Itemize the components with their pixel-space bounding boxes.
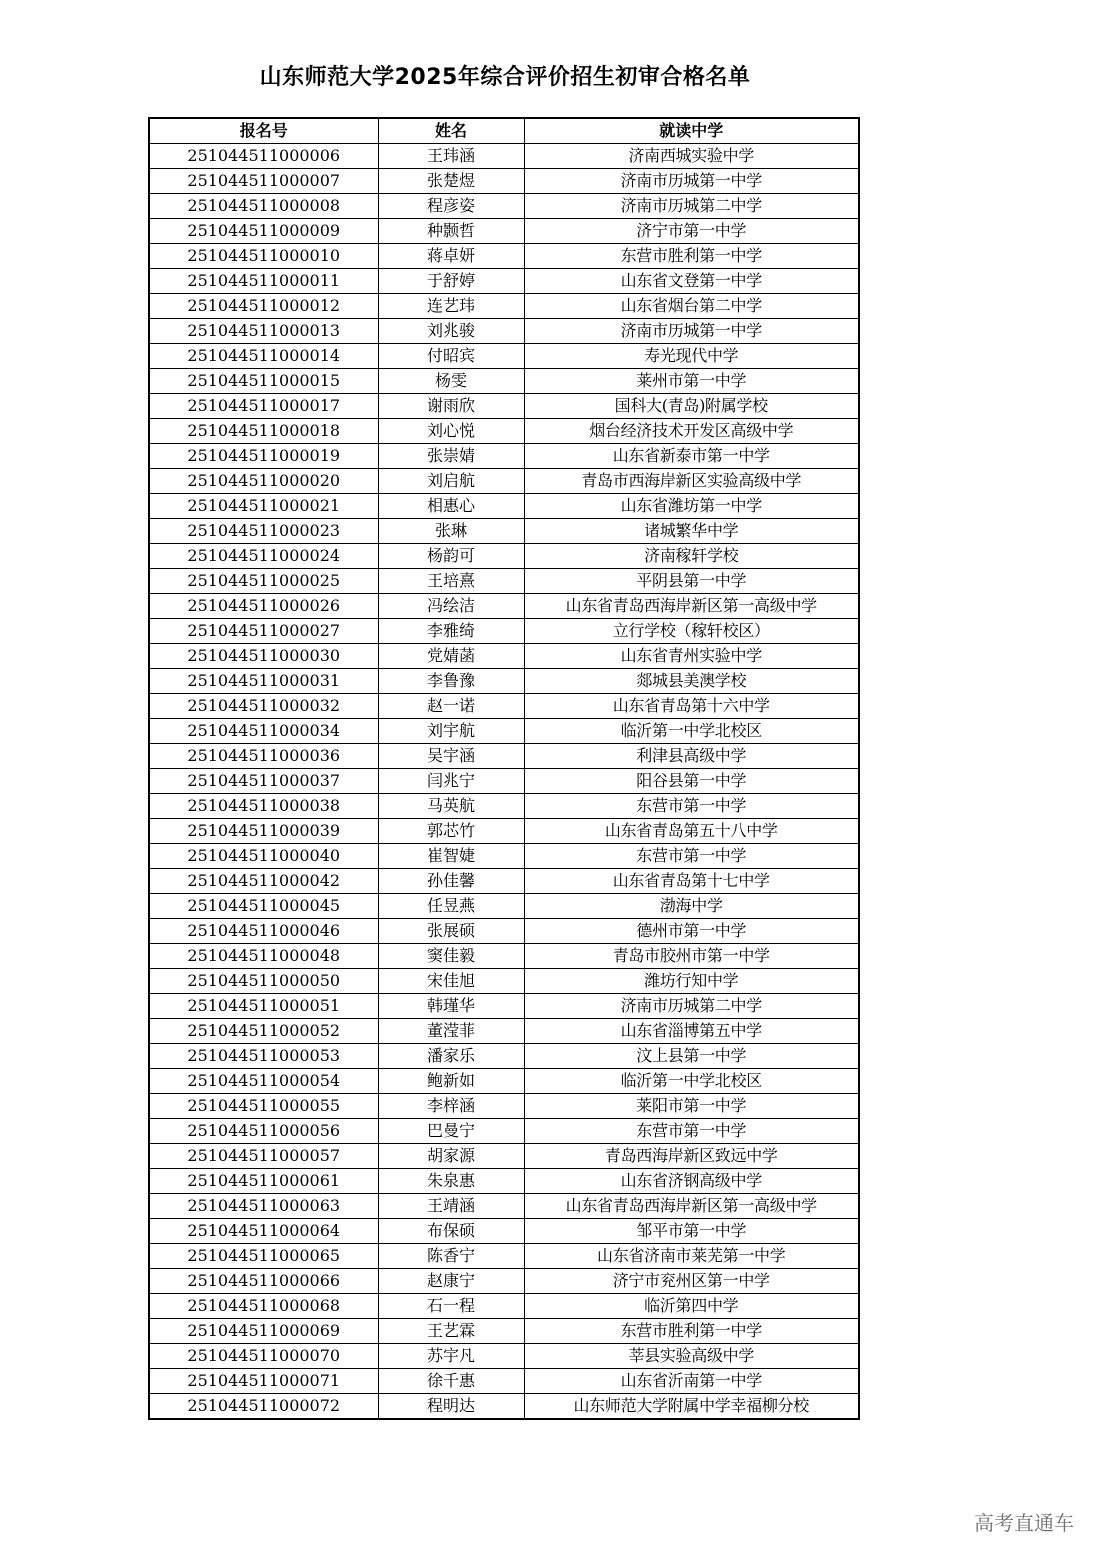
cell-high-school: 山东省青岛西海岸新区第一高级中学 [524, 594, 859, 619]
cell-registration-number: 251044511000048 [149, 944, 378, 969]
table-row [149, 744, 859, 769]
table-row [149, 919, 859, 944]
cell-student-name: 王玮涵 [378, 144, 524, 169]
cell-registration-number: 251044511000019 [149, 444, 378, 469]
cell-student-name: 相惠心 [378, 494, 524, 519]
table-header-row [149, 118, 859, 144]
cell-registration-number: 251044511000042 [149, 869, 378, 894]
table-row [149, 1194, 859, 1219]
cell-high-school: 山东师范大学附属中学幸福柳分校 [524, 1394, 859, 1420]
table-row [149, 319, 859, 344]
table-row [149, 969, 859, 994]
cell-student-name: 鲍新如 [378, 1069, 524, 1094]
table-row [149, 619, 859, 644]
cell-student-name: 胡家源 [378, 1144, 524, 1169]
table-row [149, 869, 859, 894]
table-row [149, 1369, 859, 1394]
table-row [149, 1144, 859, 1169]
cell-student-name: 宋佳旭 [378, 969, 524, 994]
cell-registration-number: 251044511000038 [149, 794, 378, 819]
cell-registration-number: 251044511000011 [149, 269, 378, 294]
cell-student-name: 刘宇航 [378, 719, 524, 744]
table-row [149, 169, 859, 194]
cell-student-name: 赵一诺 [378, 694, 524, 719]
cell-registration-number: 251044511000037 [149, 769, 378, 794]
cell-student-name: 石一程 [378, 1294, 524, 1319]
cell-student-name: 刘心悦 [378, 419, 524, 444]
cell-high-school: 临沂第一中学北校区 [524, 719, 859, 744]
cell-registration-number: 251044511000052 [149, 1019, 378, 1044]
cell-registration-number: 251044511000051 [149, 994, 378, 1019]
cell-student-name: 谢雨欣 [378, 394, 524, 419]
cell-registration-number: 251044511000056 [149, 1119, 378, 1144]
cell-registration-number: 251044511000046 [149, 919, 378, 944]
cell-registration-number: 251044511000023 [149, 519, 378, 544]
table-row [149, 1344, 859, 1369]
cell-high-school: 济宁市第一中学 [524, 219, 859, 244]
cell-high-school: 利津县高级中学 [524, 744, 859, 769]
cell-registration-number: 251044511000031 [149, 669, 378, 694]
cell-high-school: 山东省潍坊第一中学 [524, 494, 859, 519]
cell-student-name: 种颢哲 [378, 219, 524, 244]
table-row [149, 769, 859, 794]
cell-high-school: 济南市历城第一中学 [524, 319, 859, 344]
cell-high-school: 山东省淄博第五中学 [524, 1019, 859, 1044]
table-row [149, 469, 859, 494]
cell-student-name: 布保硕 [378, 1219, 524, 1244]
cell-high-school: 汶上县第一中学 [524, 1044, 859, 1069]
cell-registration-number: 251044511000057 [149, 1144, 378, 1169]
cell-student-name: 徐千惠 [378, 1369, 524, 1394]
cell-high-school: 平阴县第一中学 [524, 569, 859, 594]
cell-high-school: 临沂第一中学北校区 [524, 1069, 859, 1094]
cell-high-school: 莱州市第一中学 [524, 369, 859, 394]
table-row [149, 694, 859, 719]
cell-high-school: 山东省青岛西海岸新区第一高级中学 [524, 1194, 859, 1219]
cell-registration-number: 251044511000030 [149, 644, 378, 669]
cell-high-school: 立行学校（稼轩校区） [524, 619, 859, 644]
cell-high-school: 东营市第一中学 [524, 794, 859, 819]
cell-high-school: 山东省青州实验中学 [524, 644, 859, 669]
cell-registration-number: 251044511000040 [149, 844, 378, 869]
cell-student-name: 赵康宁 [378, 1269, 524, 1294]
admission-list-table [148, 117, 860, 1420]
cell-student-name: 任昱燕 [378, 894, 524, 919]
cell-high-school: 烟台经济技术开发区高级中学 [524, 419, 859, 444]
table-row [149, 594, 859, 619]
table-row [149, 1119, 859, 1144]
table-row [149, 844, 859, 869]
column-header-name: 姓名 [378, 118, 524, 144]
cell-student-name: 王艺霖 [378, 1319, 524, 1344]
cell-student-name: 董滢菲 [378, 1019, 524, 1044]
cell-high-school: 山东省青岛第五十八中学 [524, 819, 859, 844]
cell-registration-number: 251044511000039 [149, 819, 378, 844]
cell-student-name: 马英航 [378, 794, 524, 819]
cell-student-name: 程彦姿 [378, 194, 524, 219]
table-row [149, 1244, 859, 1269]
cell-registration-number: 251044511000024 [149, 544, 378, 569]
cell-high-school: 青岛西海岸新区致远中学 [524, 1144, 859, 1169]
cell-student-name: 巴曼宁 [378, 1119, 524, 1144]
cell-student-name: 蒋卓妍 [378, 244, 524, 269]
watermark-text: 高考直通车 [974, 1511, 1074, 1535]
cell-registration-number: 251044511000021 [149, 494, 378, 519]
cell-student-name: 李雅绮 [378, 619, 524, 644]
cell-student-name: 崔智婕 [378, 844, 524, 869]
table-row [149, 1319, 859, 1344]
cell-registration-number: 251044511000034 [149, 719, 378, 744]
cell-student-name: 连艺玮 [378, 294, 524, 319]
cell-student-name: 于舒婷 [378, 269, 524, 294]
cell-student-name: 李鲁豫 [378, 669, 524, 694]
cell-high-school: 山东省沂南第一中学 [524, 1369, 859, 1394]
cell-registration-number: 251044511000032 [149, 694, 378, 719]
cell-registration-number: 251044511000010 [149, 244, 378, 269]
table-row [149, 1219, 859, 1244]
column-header-registration-number: 报名号 [149, 118, 378, 144]
cell-student-name: 张楚煜 [378, 169, 524, 194]
cell-high-school: 郯城县美澳学校 [524, 669, 859, 694]
cell-high-school: 青岛市胶州市第一中学 [524, 944, 859, 969]
cell-high-school: 济南市历城第二中学 [524, 194, 859, 219]
cell-high-school: 济南稼轩学校 [524, 544, 859, 569]
cell-registration-number: 251044511000027 [149, 619, 378, 644]
table-row [149, 494, 859, 519]
table-row [149, 569, 859, 594]
cell-high-school: 寿光现代中学 [524, 344, 859, 369]
table-row [149, 1294, 859, 1319]
table-row [149, 294, 859, 319]
cell-student-name: 付昭宾 [378, 344, 524, 369]
cell-student-name: 郭芯竹 [378, 819, 524, 844]
table-row [149, 1394, 859, 1420]
cell-registration-number: 251044511000013 [149, 319, 378, 344]
cell-student-name: 刘兆骏 [378, 319, 524, 344]
cell-registration-number: 251044511000017 [149, 394, 378, 419]
table-row [149, 669, 859, 694]
table-row [149, 894, 859, 919]
table-row [149, 519, 859, 544]
cell-student-name: 陈香宁 [378, 1244, 524, 1269]
cell-registration-number: 251044511000008 [149, 194, 378, 219]
cell-registration-number: 251044511000014 [149, 344, 378, 369]
cell-high-school: 济宁市兖州区第一中学 [524, 1269, 859, 1294]
cell-student-name: 王培熹 [378, 569, 524, 594]
cell-high-school: 邹平市第一中学 [524, 1219, 859, 1244]
cell-registration-number: 251044511000068 [149, 1294, 378, 1319]
cell-student-name: 张展硕 [378, 919, 524, 944]
cell-student-name: 冯绘洁 [378, 594, 524, 619]
cell-student-name: 闫兆宁 [378, 769, 524, 794]
cell-registration-number: 251044511000065 [149, 1244, 378, 1269]
cell-high-school: 莘县实验高级中学 [524, 1344, 859, 1369]
table-row [149, 269, 859, 294]
cell-registration-number: 251044511000053 [149, 1044, 378, 1069]
cell-high-school: 山东省文登第一中学 [524, 269, 859, 294]
cell-registration-number: 251044511000050 [149, 969, 378, 994]
cell-registration-number: 251044511000012 [149, 294, 378, 319]
cell-registration-number: 251044511000025 [149, 569, 378, 594]
cell-high-school: 渤海中学 [524, 894, 859, 919]
cell-high-school: 山东省济钢高级中学 [524, 1169, 859, 1194]
table-row [149, 719, 859, 744]
cell-high-school: 济南西城实验中学 [524, 144, 859, 169]
cell-high-school: 阳谷县第一中学 [524, 769, 859, 794]
cell-high-school: 临沂第四中学 [524, 1294, 859, 1319]
cell-student-name: 张琳 [378, 519, 524, 544]
cell-student-name: 刘启航 [378, 469, 524, 494]
cell-registration-number: 251044511000026 [149, 594, 378, 619]
table-row [149, 794, 859, 819]
cell-high-school: 山东省青岛第十六中学 [524, 694, 859, 719]
cell-high-school: 济南市历城第二中学 [524, 994, 859, 1019]
table-row [149, 394, 859, 419]
table-row [149, 219, 859, 244]
cell-high-school: 山东省济南市莱芜第一中学 [524, 1244, 859, 1269]
table-row [149, 644, 859, 669]
cell-student-name: 苏宇凡 [378, 1344, 524, 1369]
cell-registration-number: 251044511000015 [149, 369, 378, 394]
table-row [149, 419, 859, 444]
table-row [149, 1169, 859, 1194]
page-title: 山东师范大学2025年综合评价招生初审合格名单 [259, 65, 751, 90]
table-row [149, 544, 859, 569]
table-row [149, 1269, 859, 1294]
table-row [149, 994, 859, 1019]
cell-student-name: 杨韵可 [378, 544, 524, 569]
cell-high-school: 东营市胜利第一中学 [524, 244, 859, 269]
cell-registration-number: 251044511000009 [149, 219, 378, 244]
table-row [149, 369, 859, 394]
cell-high-school: 潍坊行知中学 [524, 969, 859, 994]
cell-student-name: 程明达 [378, 1394, 524, 1420]
table-row [149, 244, 859, 269]
cell-registration-number: 251044511000070 [149, 1344, 378, 1369]
cell-high-school: 青岛市西海岸新区实验高级中学 [524, 469, 859, 494]
cell-registration-number: 251044511000020 [149, 469, 378, 494]
cell-student-name: 张崇婧 [378, 444, 524, 469]
cell-high-school: 东营市第一中学 [524, 844, 859, 869]
cell-student-name: 杨雯 [378, 369, 524, 394]
cell-registration-number: 251044511000066 [149, 1269, 378, 1294]
table-row [149, 444, 859, 469]
cell-student-name: 韩瑾华 [378, 994, 524, 1019]
cell-high-school: 莱阳市第一中学 [524, 1094, 859, 1119]
cell-registration-number: 251044511000055 [149, 1094, 378, 1119]
column-header-high-school: 就读中学 [524, 118, 859, 144]
cell-student-name: 王靖涵 [378, 1194, 524, 1219]
cell-student-name: 窦佳毅 [378, 944, 524, 969]
cell-high-school: 国科大(青岛)附属学校 [524, 394, 859, 419]
cell-registration-number: 251044511000018 [149, 419, 378, 444]
cell-high-school: 山东省青岛第十七中学 [524, 869, 859, 894]
cell-registration-number: 251044511000007 [149, 169, 378, 194]
cell-registration-number: 251044511000054 [149, 1069, 378, 1094]
cell-registration-number: 251044511000069 [149, 1319, 378, 1344]
cell-high-school: 德州市第一中学 [524, 919, 859, 944]
cell-high-school: 山东省新泰市第一中学 [524, 444, 859, 469]
cell-registration-number: 251044511000045 [149, 894, 378, 919]
cell-student-name: 潘家乐 [378, 1044, 524, 1069]
cell-registration-number: 251044511000072 [149, 1394, 378, 1420]
cell-registration-number: 251044511000064 [149, 1219, 378, 1244]
cell-high-school: 诸城繁华中学 [524, 519, 859, 544]
table-row [149, 1019, 859, 1044]
cell-high-school: 东营市第一中学 [524, 1119, 859, 1144]
cell-high-school: 山东省烟台第二中学 [524, 294, 859, 319]
cell-student-name: 党婧菡 [378, 644, 524, 669]
table-row [149, 144, 859, 169]
cell-student-name: 吴宇涵 [378, 744, 524, 769]
cell-student-name: 朱泉惠 [378, 1169, 524, 1194]
cell-registration-number: 251044511000006 [149, 144, 378, 169]
cell-registration-number: 251044511000071 [149, 1369, 378, 1394]
cell-student-name: 李梓涵 [378, 1094, 524, 1119]
table-row [149, 194, 859, 219]
table-row [149, 1044, 859, 1069]
table-row [149, 819, 859, 844]
table-row [149, 944, 859, 969]
cell-student-name: 孙佳馨 [378, 869, 524, 894]
table-row [149, 1069, 859, 1094]
table-row [149, 1094, 859, 1119]
cell-registration-number: 251044511000036 [149, 744, 378, 769]
cell-registration-number: 251044511000061 [149, 1169, 378, 1194]
cell-high-school: 济南市历城第一中学 [524, 169, 859, 194]
table-row [149, 344, 859, 369]
cell-high-school: 东营市胜利第一中学 [524, 1319, 859, 1344]
cell-registration-number: 251044511000063 [149, 1194, 378, 1219]
